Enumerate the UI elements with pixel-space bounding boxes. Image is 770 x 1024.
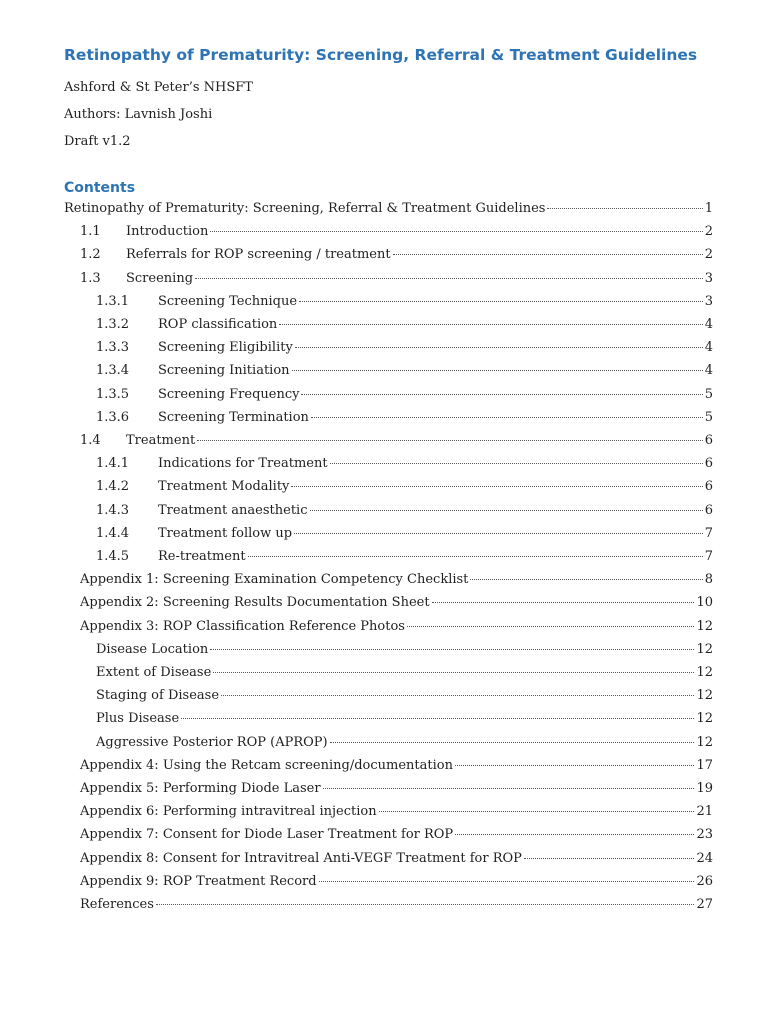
toc-dot-leader <box>294 533 703 534</box>
toc-dot-leader <box>323 788 695 789</box>
toc-dot-leader <box>299 301 703 302</box>
toc-entry-title: Screening Initiation <box>158 363 290 379</box>
toc-entry[interactable] <box>64 201 713 224</box>
toc-entry-page: 4 <box>704 340 713 356</box>
toc-entry-number: 1.2 <box>80 247 101 263</box>
toc-entry[interactable] <box>80 804 713 827</box>
toc-entry-title: Appendix 4: Using the Retcam screening/documentation <box>80 757 453 773</box>
toc-dot-leader <box>330 463 703 464</box>
authors: Authors: Lavnish Joshi <box>64 107 213 122</box>
toc-entry-page: 12 <box>696 711 713 727</box>
toc-entry-number: 1.4.4 <box>96 525 130 541</box>
toc-entry-page: 12 <box>696 665 713 680</box>
toc-entry[interactable] <box>80 572 713 595</box>
toc-dot-leader <box>279 324 702 325</box>
toc-entry-page: 6 <box>704 433 713 448</box>
toc-dot-leader <box>310 510 703 511</box>
toc-entry-title: Screening <box>126 270 194 286</box>
toc-entry-page: 21 <box>696 804 713 820</box>
toc-entry[interactable] <box>80 781 713 804</box>
toc-entry-title: Treatment <box>126 433 196 448</box>
toc-entry-page: 4 <box>704 317 713 332</box>
toc-entry-page: 10 <box>696 595 713 611</box>
toc-entry[interactable] <box>80 433 713 456</box>
toc-entry-title: Appendix 5: Performing Diode Laser <box>80 781 321 796</box>
organisation: Ashford & St Peter’s NHSFT <box>64 80 253 95</box>
toc-entry-number: 1.3.1 <box>96 293 130 309</box>
toc-entry-number: 1.4.2 <box>96 479 130 495</box>
toc-entry-title: Plus Disease <box>96 711 180 727</box>
toc-dot-leader <box>210 231 702 232</box>
toc-entry-page: 26 <box>696 873 713 889</box>
toc-entry-title: Retinopathy of Prematurity: Screening, Referral & Treatment Guidelines <box>64 201 546 216</box>
toc-entry[interactable] <box>96 317 713 340</box>
toc-entry-title: Appendix 3: ROP Classification Reference Photos <box>80 618 405 634</box>
toc-dot-leader <box>393 254 703 255</box>
toc-entry[interactable] <box>80 247 713 270</box>
toc-entry-number: 1.3 <box>80 270 101 286</box>
toc-entry-page: 4 <box>704 363 713 379</box>
toc-dot-leader <box>292 370 703 371</box>
toc-entry-number: 1.3.5 <box>96 386 130 402</box>
contents-heading: Contents <box>64 180 136 196</box>
toc-entry-page: 1 <box>704 201 713 216</box>
toc-dot-leader <box>213 672 694 673</box>
toc-entry-number: 1.3.3 <box>96 340 130 356</box>
toc-dot-leader <box>181 718 694 719</box>
toc-entry-title: Re-treatment <box>158 549 246 564</box>
toc-entry-title: Appendix 1: Screening Examination Competency Checklist <box>80 572 469 588</box>
toc-entry-title: Appendix 7: Consent for Diode Laser Treatment for ROP <box>80 827 454 843</box>
toc-entry-title: Aggressive Posterior ROP (APROP) <box>96 734 328 750</box>
toc-dot-leader <box>455 834 694 835</box>
toc-entry[interactable] <box>80 851 713 874</box>
toc-dot-leader <box>291 486 702 487</box>
toc-entry-number: 1.3.4 <box>96 363 130 379</box>
toc-entry-page: 7 <box>704 525 713 541</box>
toc-entry-page: 7 <box>704 549 713 564</box>
toc-entry[interactable] <box>96 642 713 665</box>
toc-dot-leader <box>248 556 703 557</box>
toc-entry-title: ROP classification <box>158 317 278 332</box>
toc-entry-page: 17 <box>696 757 713 773</box>
toc-entry-page: 3 <box>704 270 713 286</box>
toc-entry-page: 3 <box>704 293 713 309</box>
toc-entry-page: 12 <box>696 734 713 750</box>
toc-entry[interactable] <box>96 549 713 572</box>
toc-dot-leader <box>210 649 694 650</box>
toc-entry[interactable] <box>96 387 713 410</box>
toc-entry-title: Introduction <box>126 224 209 240</box>
toc-entry-title: Indications for Treatment <box>158 456 328 472</box>
toc-entry-page: 5 <box>704 409 713 425</box>
toc-dot-leader <box>470 579 702 580</box>
toc-entry[interactable] <box>96 665 713 688</box>
toc-entry-page: 23 <box>696 827 713 843</box>
toc-entry[interactable] <box>96 456 713 479</box>
version: Draft v1.2 <box>64 134 131 149</box>
toc-entry-title: Treatment anaesthetic <box>158 502 308 518</box>
toc-dot-leader <box>319 881 695 882</box>
toc-dot-leader <box>547 208 702 209</box>
toc-dot-leader <box>221 695 694 696</box>
toc-dot-leader <box>311 417 703 418</box>
toc-entry[interactable] <box>96 735 713 758</box>
toc-entry-page: 6 <box>704 479 713 495</box>
toc-entry-page: 6 <box>704 456 713 472</box>
toc-entry-title: Disease Location <box>96 641 209 657</box>
toc-dot-leader <box>524 858 695 859</box>
toc-entry[interactable] <box>80 897 713 920</box>
toc-dot-leader <box>197 440 703 441</box>
toc-entry-title: Appendix 6: Performing intravitreal injection <box>80 804 377 820</box>
toc-entry[interactable] <box>80 827 713 850</box>
toc-entry-page: 24 <box>696 850 713 866</box>
toc-entry-number: 1.3.6 <box>96 409 130 425</box>
toc-entry[interactable] <box>80 224 713 247</box>
toc-entry[interactable] <box>96 688 713 711</box>
toc-entry[interactable] <box>80 595 713 618</box>
toc-entry[interactable] <box>96 410 713 433</box>
toc-entry[interactable] <box>96 340 713 363</box>
toc-entry[interactable] <box>96 294 713 317</box>
toc-dot-leader <box>330 742 695 743</box>
toc-entry-title: Treatment Modality <box>158 479 290 495</box>
toc-entry-title: Screening Eligibility <box>158 340 293 356</box>
toc-entry[interactable] <box>80 874 713 897</box>
toc-entry-title: Screening Technique <box>158 293 298 309</box>
toc-dot-leader <box>295 347 703 348</box>
toc-entry[interactable] <box>96 503 713 526</box>
toc-entry-page: 6 <box>704 502 713 518</box>
toc-dot-leader <box>432 602 695 603</box>
toc-dot-leader <box>379 811 695 812</box>
toc-entry-title: Appendix 8: Consent for Intravitreal Anti-VEGF Treatment for ROP <box>80 850 522 866</box>
toc-entry[interactable] <box>80 758 713 781</box>
toc-entry-page: 5 <box>704 386 713 402</box>
document-title: Retinopathy of Prematurity: Screening, Referral & Treatment Guidelines <box>64 46 698 64</box>
toc-entry-page: 12 <box>696 641 713 657</box>
toc-entry[interactable] <box>96 363 713 386</box>
toc-entry-page: 2 <box>704 247 713 263</box>
toc-dot-leader <box>407 626 694 627</box>
toc-entry-title: Screening Termination <box>158 409 309 425</box>
toc-entry-page: 19 <box>696 781 713 796</box>
toc-dot-leader <box>195 278 703 279</box>
toc-entry-title: Appendix 9: ROP Treatment Record <box>80 873 317 889</box>
toc-entry-number: 1.4.1 <box>96 456 130 472</box>
toc-entry-number: 1.3.2 <box>96 317 130 332</box>
toc-entry-number: 1.4 <box>80 433 101 448</box>
toc-entry-number: 1.4.5 <box>96 549 130 564</box>
toc-entry-number: 1.1 <box>80 224 101 240</box>
toc-entry-page: 27 <box>696 897 713 912</box>
toc-entry-title: Referrals for ROP screening / treatment <box>126 247 391 263</box>
toc-entry[interactable] <box>96 711 713 734</box>
toc-entry-page: 2 <box>704 224 713 240</box>
toc-entry-title: Treatment follow up <box>158 525 293 541</box>
toc-dot-leader <box>156 904 695 905</box>
toc-entry-title: Extent of Disease <box>96 665 212 680</box>
toc-entry-title: References <box>80 897 154 912</box>
toc-entry-page: 8 <box>704 572 713 588</box>
toc-entry-title: Appendix 2: Screening Results Documentation Sheet <box>80 595 430 611</box>
toc-entry-page: 12 <box>696 688 713 704</box>
toc-entry[interactable] <box>80 271 713 294</box>
toc-entry-title: Screening Frequency <box>158 386 300 402</box>
toc-entry[interactable] <box>80 619 713 642</box>
toc-entry[interactable] <box>96 479 713 502</box>
toc-dot-leader <box>301 394 702 395</box>
toc-entry-number: 1.4.3 <box>96 502 130 518</box>
toc-entry[interactable] <box>96 526 713 549</box>
toc-entry-title: Staging of Disease <box>96 688 220 704</box>
toc-entry-page: 12 <box>696 618 713 634</box>
toc-dot-leader <box>455 765 694 766</box>
